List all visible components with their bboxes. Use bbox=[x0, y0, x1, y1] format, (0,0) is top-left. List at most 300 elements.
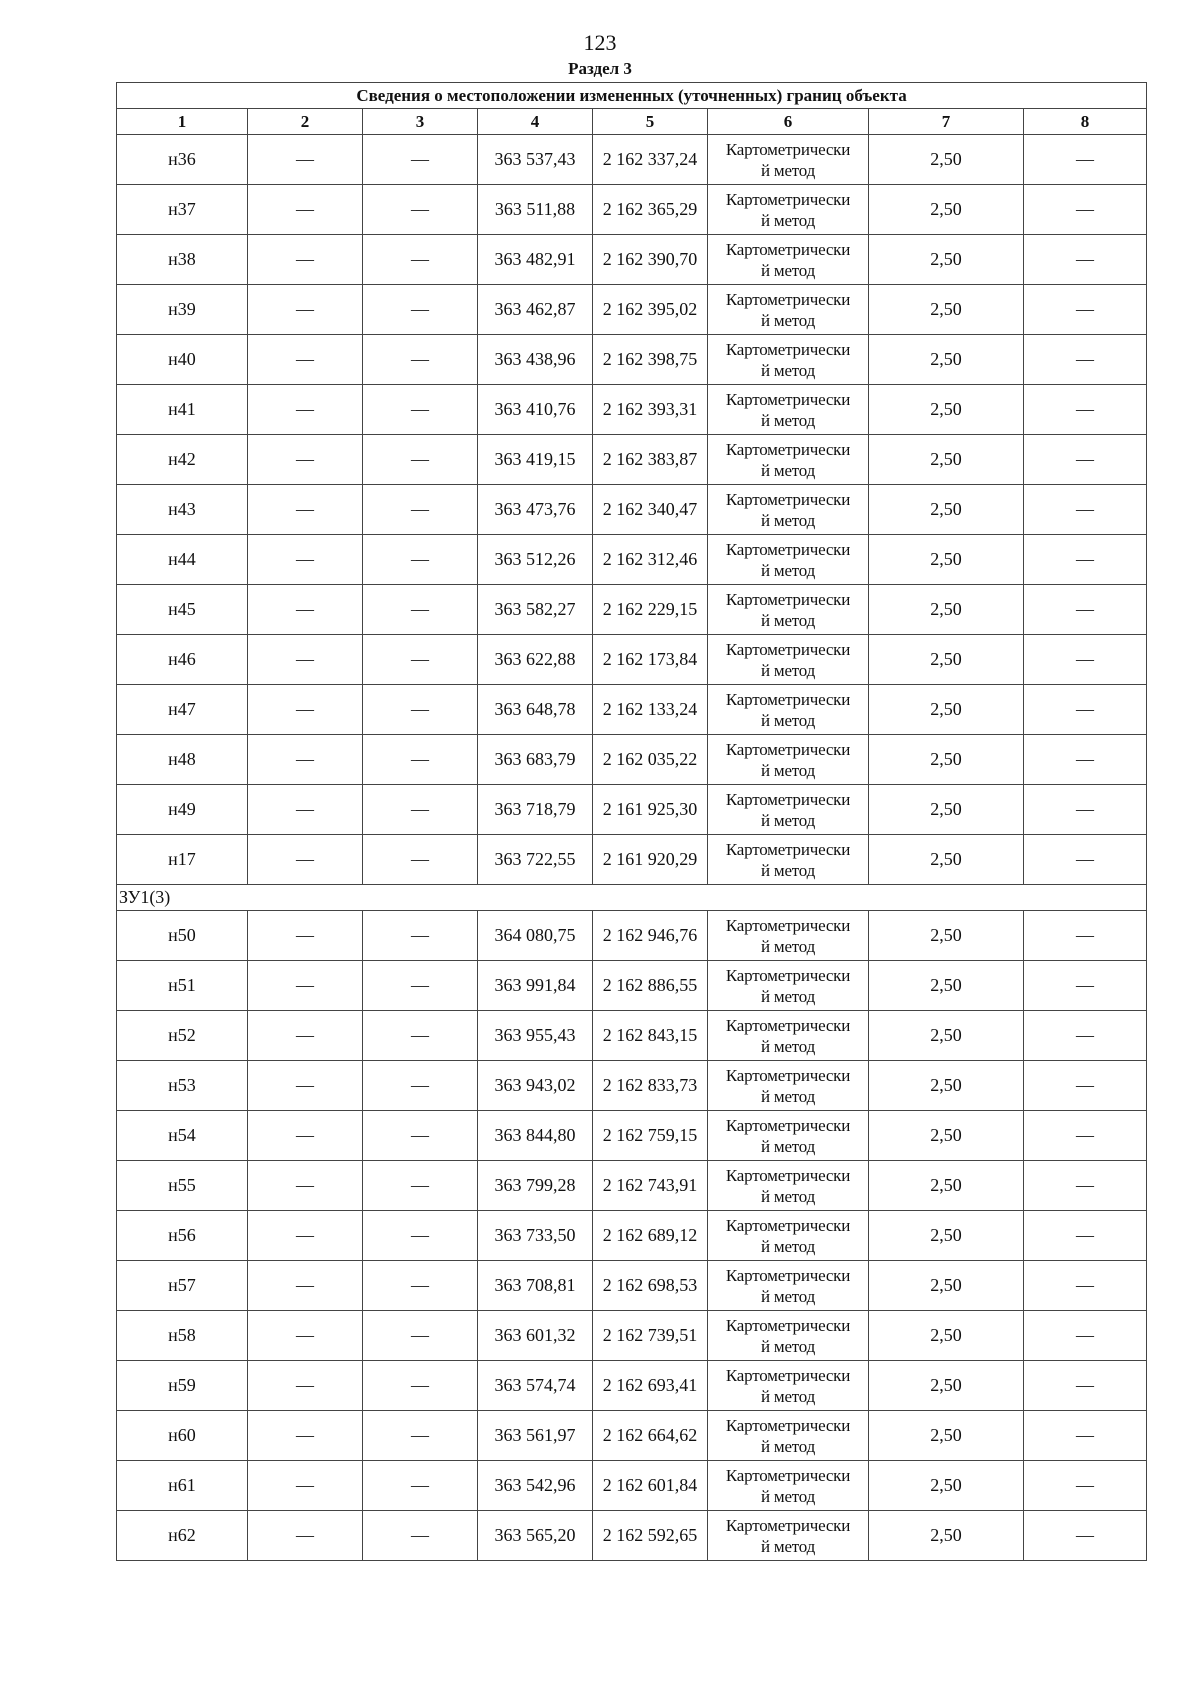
column-2-cell: — bbox=[248, 1161, 363, 1211]
column-3-cell: — bbox=[363, 1211, 478, 1261]
x-coordinate-cell: 363 561,97 bbox=[478, 1411, 593, 1461]
method-line-1: Картометрически bbox=[725, 1265, 851, 1285]
y-coordinate-cell: 2 162 689,12 bbox=[593, 1211, 708, 1261]
column-2-cell: — bbox=[248, 485, 363, 535]
method-line-1: Картометрически bbox=[725, 1015, 851, 1035]
column-8-cell: — bbox=[1024, 1061, 1147, 1111]
column-2-cell: — bbox=[248, 1511, 363, 1561]
method-cell bbox=[708, 1461, 869, 1511]
column-8-cell: — bbox=[1024, 235, 1147, 285]
point-id-cell: н43 bbox=[117, 485, 248, 535]
point-id-cell: н49 bbox=[117, 785, 248, 835]
method-line-1: Картометрически bbox=[725, 839, 851, 859]
column-2-cell: — bbox=[248, 635, 363, 685]
point-id-cell: н51 bbox=[117, 961, 248, 1011]
point-id-cell: н57 bbox=[117, 1261, 248, 1311]
method-line-1: Картометрически bbox=[725, 589, 851, 609]
point-id-cell: н55 bbox=[117, 1161, 248, 1211]
column-8-cell: — bbox=[1024, 485, 1147, 535]
accuracy-cell: 2,50 bbox=[869, 235, 1024, 285]
point-id-cell: н40 bbox=[117, 335, 248, 385]
method-line-2: й метод bbox=[760, 360, 816, 380]
x-coordinate-cell: 363 722,55 bbox=[478, 835, 593, 885]
method-line-1: Картометрически bbox=[725, 1515, 851, 1535]
column-2-cell: — bbox=[248, 385, 363, 435]
method-cell bbox=[708, 835, 869, 885]
y-coordinate-cell: 2 162 337,24 bbox=[593, 135, 708, 185]
x-coordinate-cell: 363 542,96 bbox=[478, 1461, 593, 1511]
column-8-cell: — bbox=[1024, 1511, 1147, 1561]
column-3-cell: — bbox=[363, 1011, 478, 1061]
method-line-1: Картометрически bbox=[725, 965, 851, 985]
y-coordinate-cell: 2 162 698,53 bbox=[593, 1261, 708, 1311]
column-8-cell: — bbox=[1024, 1161, 1147, 1211]
x-coordinate-cell: 363 438,96 bbox=[478, 335, 593, 385]
accuracy-cell: 2,50 bbox=[869, 1411, 1024, 1461]
method-line-2: й метод bbox=[760, 936, 816, 956]
method-cell bbox=[708, 961, 869, 1011]
point-id-cell: н45 bbox=[117, 585, 248, 635]
accuracy-cell: 2,50 bbox=[869, 785, 1024, 835]
x-coordinate-cell: 363 574,74 bbox=[478, 1361, 593, 1411]
column-8-cell: — bbox=[1024, 911, 1147, 961]
accuracy-cell: 2,50 bbox=[869, 1261, 1024, 1311]
column-2-cell: — bbox=[248, 1261, 363, 1311]
method-line-2: й метод bbox=[760, 460, 816, 480]
accuracy-cell: 2,50 bbox=[869, 385, 1024, 435]
method-cell bbox=[708, 585, 869, 635]
column-2-cell: — bbox=[248, 1311, 363, 1361]
point-id-cell: н62 bbox=[117, 1511, 248, 1561]
column-3-cell: — bbox=[363, 685, 478, 735]
table-row bbox=[117, 685, 1147, 735]
method-cell bbox=[708, 1261, 869, 1311]
method-line-2: й метод bbox=[760, 1336, 816, 1356]
x-coordinate-cell: 363 733,50 bbox=[478, 1211, 593, 1261]
group-row bbox=[117, 885, 1147, 911]
column-3-cell: — bbox=[363, 1511, 478, 1561]
method-cell bbox=[708, 1361, 869, 1411]
column-8-cell: — bbox=[1024, 735, 1147, 785]
group-label: ЗУ1(3) bbox=[117, 885, 1147, 911]
method-line-1: Картометрически bbox=[725, 639, 851, 659]
column-3-cell: — bbox=[363, 185, 478, 235]
column-number: 1 bbox=[117, 109, 248, 135]
point-id-cell: н52 bbox=[117, 1011, 248, 1061]
y-coordinate-cell: 2 162 035,22 bbox=[593, 735, 708, 785]
table-row bbox=[117, 911, 1147, 961]
method-line-2: й метод bbox=[760, 810, 816, 830]
point-id-cell: н44 bbox=[117, 535, 248, 585]
point-id-cell: н36 bbox=[117, 135, 248, 185]
x-coordinate-cell: 363 622,88 bbox=[478, 635, 593, 685]
column-2-cell: — bbox=[248, 535, 363, 585]
y-coordinate-cell: 2 162 173,84 bbox=[593, 635, 708, 685]
accuracy-cell: 2,50 bbox=[869, 1211, 1024, 1261]
table-row bbox=[117, 1511, 1147, 1561]
column-3-cell: — bbox=[363, 285, 478, 335]
table-row bbox=[117, 635, 1147, 685]
accuracy-cell: 2,50 bbox=[869, 535, 1024, 585]
method-line-2: й метод bbox=[760, 660, 816, 680]
column-8-cell: — bbox=[1024, 961, 1147, 1011]
x-coordinate-cell: 363 512,26 bbox=[478, 535, 593, 585]
accuracy-cell: 2,50 bbox=[869, 585, 1024, 635]
method-cell bbox=[708, 485, 869, 535]
column-3-cell: — bbox=[363, 385, 478, 435]
table-body bbox=[117, 135, 1147, 1561]
table-row bbox=[117, 1411, 1147, 1461]
column-8-cell: — bbox=[1024, 435, 1147, 485]
point-id-cell: н59 bbox=[117, 1361, 248, 1411]
method-cell bbox=[708, 335, 869, 385]
x-coordinate-cell: 363 844,80 bbox=[478, 1111, 593, 1161]
method-line-2: й метод bbox=[760, 1386, 816, 1406]
accuracy-cell: 2,50 bbox=[869, 135, 1024, 185]
x-coordinate-cell: 363 419,15 bbox=[478, 435, 593, 485]
column-8-cell: — bbox=[1024, 1311, 1147, 1361]
method-cell bbox=[708, 1111, 869, 1161]
method-line-2: й метод bbox=[760, 760, 816, 780]
column-8-cell: — bbox=[1024, 835, 1147, 885]
column-2-cell: — bbox=[248, 435, 363, 485]
method-cell bbox=[708, 435, 869, 485]
y-coordinate-cell: 2 162 886,55 bbox=[593, 961, 708, 1011]
method-line-1: Картометрически bbox=[725, 1165, 851, 1185]
column-3-cell: — bbox=[363, 1261, 478, 1311]
x-coordinate-cell: 363 718,79 bbox=[478, 785, 593, 835]
method-line-1: Картометрически bbox=[725, 339, 851, 359]
method-line-2: й метод bbox=[760, 510, 816, 530]
table-row bbox=[117, 1011, 1147, 1061]
point-id-cell: н41 bbox=[117, 385, 248, 435]
column-2-cell: — bbox=[248, 285, 363, 335]
column-3-cell: — bbox=[363, 235, 478, 285]
method-cell bbox=[708, 735, 869, 785]
column-2-cell: — bbox=[248, 1461, 363, 1511]
method-cell bbox=[708, 235, 869, 285]
x-coordinate-cell: 363 582,27 bbox=[478, 585, 593, 635]
method-line-2: й метод bbox=[760, 1486, 816, 1506]
method-line-2: й метод bbox=[760, 1436, 816, 1456]
method-cell bbox=[708, 1311, 869, 1361]
column-8-cell: — bbox=[1024, 785, 1147, 835]
accuracy-cell: 2,50 bbox=[869, 435, 1024, 485]
y-coordinate-cell: 2 162 398,75 bbox=[593, 335, 708, 385]
column-3-cell: — bbox=[363, 911, 478, 961]
page-number: 123 bbox=[583, 30, 617, 55]
method-line-2: й метод bbox=[760, 1036, 816, 1056]
y-coordinate-cell: 2 162 229,15 bbox=[593, 585, 708, 635]
y-coordinate-cell: 2 162 946,76 bbox=[593, 911, 708, 961]
method-cell bbox=[708, 635, 869, 685]
column-8-cell: — bbox=[1024, 1211, 1147, 1261]
column-8-cell: — bbox=[1024, 1111, 1147, 1161]
method-line-2: й метод bbox=[760, 1536, 816, 1556]
method-line-1: Картометрически bbox=[725, 539, 851, 559]
method-line-1: Картометрически bbox=[725, 1315, 851, 1335]
table-row bbox=[117, 485, 1147, 535]
column-number: 8 bbox=[1024, 109, 1147, 135]
column-3-cell: — bbox=[363, 435, 478, 485]
method-line-2: й метод bbox=[760, 1136, 816, 1156]
y-coordinate-cell: 2 162 843,15 bbox=[593, 1011, 708, 1061]
column-3-cell: — bbox=[363, 585, 478, 635]
table-row bbox=[117, 335, 1147, 385]
method-line-1: Картометрически bbox=[725, 1365, 851, 1385]
y-coordinate-cell: 2 162 743,91 bbox=[593, 1161, 708, 1211]
table-row bbox=[117, 535, 1147, 585]
y-coordinate-cell: 2 162 759,15 bbox=[593, 1111, 708, 1161]
point-id-cell: н38 bbox=[117, 235, 248, 285]
y-coordinate-cell: 2 162 833,73 bbox=[593, 1061, 708, 1111]
y-coordinate-cell: 2 162 340,47 bbox=[593, 485, 708, 535]
table-row bbox=[117, 1461, 1147, 1511]
method-line-2: й метод bbox=[760, 210, 816, 230]
x-coordinate-cell: 364 080,75 bbox=[478, 911, 593, 961]
method-cell bbox=[708, 1511, 869, 1561]
method-line-1: Картометрически bbox=[725, 439, 851, 459]
column-3-cell: — bbox=[363, 1111, 478, 1161]
y-coordinate-cell: 2 162 395,02 bbox=[593, 285, 708, 335]
point-id-cell: н54 bbox=[117, 1111, 248, 1161]
column-3-cell: — bbox=[363, 1061, 478, 1111]
x-coordinate-cell: 363 683,79 bbox=[478, 735, 593, 785]
table-row bbox=[117, 1111, 1147, 1161]
method-cell bbox=[708, 1211, 869, 1261]
method-line-1: Картометрически bbox=[725, 915, 851, 935]
method-cell bbox=[708, 1411, 869, 1461]
column-8-cell: — bbox=[1024, 1011, 1147, 1061]
method-line-2: й метод bbox=[760, 260, 816, 280]
accuracy-cell: 2,50 bbox=[869, 911, 1024, 961]
point-id-cell: н46 bbox=[117, 635, 248, 685]
table-row bbox=[117, 961, 1147, 1011]
column-8-cell: — bbox=[1024, 285, 1147, 335]
column-8-cell: — bbox=[1024, 635, 1147, 685]
column-2-cell: — bbox=[248, 135, 363, 185]
accuracy-cell: 2,50 bbox=[869, 1011, 1024, 1061]
column-3-cell: — bbox=[363, 1311, 478, 1361]
column-8-cell: — bbox=[1024, 1411, 1147, 1461]
x-coordinate-cell: 363 799,28 bbox=[478, 1161, 593, 1211]
y-coordinate-cell: 2 161 920,29 bbox=[593, 835, 708, 885]
accuracy-cell: 2,50 bbox=[869, 635, 1024, 685]
y-coordinate-cell: 2 162 383,87 bbox=[593, 435, 708, 485]
method-cell bbox=[708, 285, 869, 335]
column-8-cell: — bbox=[1024, 1461, 1147, 1511]
method-line-1: Картометрически bbox=[725, 289, 851, 309]
accuracy-cell: 2,50 bbox=[869, 961, 1024, 1011]
method-line-1: Картометрически bbox=[725, 1065, 851, 1085]
table-row bbox=[117, 1361, 1147, 1411]
column-8-cell: — bbox=[1024, 335, 1147, 385]
point-id-cell: н48 bbox=[117, 735, 248, 785]
x-coordinate-cell: 363 565,20 bbox=[478, 1511, 593, 1561]
table-row bbox=[117, 1311, 1147, 1361]
accuracy-cell: 2,50 bbox=[869, 485, 1024, 535]
column-number: 6 bbox=[708, 109, 869, 135]
x-coordinate-cell: 363 511,88 bbox=[478, 185, 593, 235]
point-id-cell: н39 bbox=[117, 285, 248, 335]
method-cell bbox=[708, 535, 869, 585]
column-8-cell: — bbox=[1024, 1261, 1147, 1311]
method-line-2: й метод bbox=[760, 710, 816, 730]
method-line-2: й метод bbox=[760, 410, 816, 430]
y-coordinate-cell: 2 162 133,24 bbox=[593, 685, 708, 735]
y-coordinate-cell: 2 162 693,41 bbox=[593, 1361, 708, 1411]
column-2-cell: — bbox=[248, 685, 363, 735]
method-line-2: й метод bbox=[760, 986, 816, 1006]
y-coordinate-cell: 2 162 592,65 bbox=[593, 1511, 708, 1561]
column-8-cell: — bbox=[1024, 685, 1147, 735]
table-row bbox=[117, 735, 1147, 785]
column-2-cell: — bbox=[248, 185, 363, 235]
method-cell bbox=[708, 785, 869, 835]
method-line-1: Картометрически bbox=[725, 789, 851, 809]
method-line-1: Картометрически bbox=[725, 489, 851, 509]
column-2-cell: — bbox=[248, 1111, 363, 1161]
method-line-1: Картометрически bbox=[725, 739, 851, 759]
y-coordinate-cell: 2 162 390,70 bbox=[593, 235, 708, 285]
table-row bbox=[117, 285, 1147, 335]
accuracy-cell: 2,50 bbox=[869, 1061, 1024, 1111]
column-2-cell: — bbox=[248, 735, 363, 785]
x-coordinate-cell: 363 943,02 bbox=[478, 1061, 593, 1111]
table-title-row bbox=[117, 83, 1147, 109]
point-id-cell: н50 bbox=[117, 911, 248, 961]
section-title: Раздел 3 bbox=[568, 59, 632, 78]
table-row bbox=[117, 1061, 1147, 1111]
accuracy-cell: 2,50 bbox=[869, 285, 1024, 335]
accuracy-cell: 2,50 bbox=[869, 835, 1024, 885]
accuracy-cell: 2,50 bbox=[869, 685, 1024, 735]
column-3-cell: — bbox=[363, 835, 478, 885]
method-line-2: й метод bbox=[760, 310, 816, 330]
method-line-1: Картометрически bbox=[725, 389, 851, 409]
table-title: Сведения о местоположении измененных (уточненных) границ объекта bbox=[117, 83, 1147, 109]
accuracy-cell: 2,50 bbox=[869, 1311, 1024, 1361]
column-8-cell: — bbox=[1024, 585, 1147, 635]
table-row bbox=[117, 235, 1147, 285]
y-coordinate-cell: 2 162 664,62 bbox=[593, 1411, 708, 1461]
method-line-1: Картометрически bbox=[725, 1115, 851, 1135]
accuracy-cell: 2,50 bbox=[869, 1461, 1024, 1511]
column-2-cell: — bbox=[248, 235, 363, 285]
point-id-cell: н56 bbox=[117, 1211, 248, 1261]
column-3-cell: — bbox=[363, 135, 478, 185]
method-line-1: Картометрически bbox=[725, 139, 851, 159]
point-id-cell: н17 bbox=[117, 835, 248, 885]
column-8-cell: — bbox=[1024, 385, 1147, 435]
column-2-cell: — bbox=[248, 1411, 363, 1461]
table-row bbox=[117, 185, 1147, 235]
accuracy-cell: 2,50 bbox=[869, 1361, 1024, 1411]
method-cell bbox=[708, 185, 869, 235]
y-coordinate-cell: 2 162 393,31 bbox=[593, 385, 708, 435]
x-coordinate-cell: 363 410,76 bbox=[478, 385, 593, 435]
column-3-cell: — bbox=[363, 961, 478, 1011]
method-line-2: й метод bbox=[760, 1086, 816, 1106]
column-3-cell: — bbox=[363, 1361, 478, 1411]
column-number: 5 bbox=[593, 109, 708, 135]
column-3-cell: — bbox=[363, 535, 478, 585]
column-3-cell: — bbox=[363, 1461, 478, 1511]
column-8-cell: — bbox=[1024, 135, 1147, 185]
x-coordinate-cell: 363 648,78 bbox=[478, 685, 593, 735]
column-2-cell: — bbox=[248, 961, 363, 1011]
x-coordinate-cell: 363 537,43 bbox=[478, 135, 593, 185]
method-line-1: Картометрически bbox=[725, 1465, 851, 1485]
table-row bbox=[117, 1161, 1147, 1211]
column-2-cell: — bbox=[248, 585, 363, 635]
column-2-cell: — bbox=[248, 835, 363, 885]
boundary-coordinates-table bbox=[116, 82, 1147, 1561]
accuracy-cell: 2,50 bbox=[869, 1511, 1024, 1561]
table-row bbox=[117, 785, 1147, 835]
y-coordinate-cell: 2 162 739,51 bbox=[593, 1311, 708, 1361]
accuracy-cell: 2,50 bbox=[869, 1111, 1024, 1161]
column-3-cell: — bbox=[363, 785, 478, 835]
method-cell bbox=[708, 1011, 869, 1061]
column-2-cell: — bbox=[248, 1211, 363, 1261]
point-id-cell: н58 bbox=[117, 1311, 248, 1361]
table-row bbox=[117, 1261, 1147, 1311]
table-row bbox=[117, 385, 1147, 435]
y-coordinate-cell: 2 162 312,46 bbox=[593, 535, 708, 585]
accuracy-cell: 2,50 bbox=[869, 185, 1024, 235]
method-line-2: й метод bbox=[760, 1286, 816, 1306]
method-cell bbox=[708, 135, 869, 185]
column-2-cell: — bbox=[248, 1061, 363, 1111]
column-3-cell: — bbox=[363, 1161, 478, 1211]
x-coordinate-cell: 363 473,76 bbox=[478, 485, 593, 535]
method-line-2: й метод bbox=[760, 160, 816, 180]
column-3-cell: — bbox=[363, 485, 478, 535]
column-2-cell: — bbox=[248, 785, 363, 835]
method-line-2: й метод bbox=[760, 1236, 816, 1256]
x-coordinate-cell: 363 482,91 bbox=[478, 235, 593, 285]
table-row bbox=[117, 1211, 1147, 1261]
method-line-1: Картометрически bbox=[725, 1415, 851, 1435]
accuracy-cell: 2,50 bbox=[869, 335, 1024, 385]
method-line-2: й метод bbox=[760, 860, 816, 880]
method-line-1: Картометрически bbox=[725, 689, 851, 709]
method-line-2: й метод bbox=[760, 1186, 816, 1206]
column-8-cell: — bbox=[1024, 535, 1147, 585]
method-cell bbox=[708, 1161, 869, 1211]
method-cell bbox=[708, 911, 869, 961]
method-line-1: Картометрически bbox=[725, 1215, 851, 1235]
column-number: 2 bbox=[248, 109, 363, 135]
accuracy-cell: 2,50 bbox=[869, 735, 1024, 785]
x-coordinate-cell: 363 955,43 bbox=[478, 1011, 593, 1061]
table-row bbox=[117, 585, 1147, 635]
column-3-cell: — bbox=[363, 1411, 478, 1461]
method-line-1: Картометрически bbox=[725, 189, 851, 209]
y-coordinate-cell: 2 162 601,84 bbox=[593, 1461, 708, 1511]
column-2-cell: — bbox=[248, 911, 363, 961]
table-row bbox=[117, 835, 1147, 885]
column-number: 7 bbox=[869, 109, 1024, 135]
point-id-cell: н37 bbox=[117, 185, 248, 235]
x-coordinate-cell: 363 991,84 bbox=[478, 961, 593, 1011]
column-2-cell: — bbox=[248, 1011, 363, 1061]
column-3-cell: — bbox=[363, 635, 478, 685]
point-id-cell: н53 bbox=[117, 1061, 248, 1111]
point-id-cell: н42 bbox=[117, 435, 248, 485]
y-coordinate-cell: 2 162 365,29 bbox=[593, 185, 708, 235]
